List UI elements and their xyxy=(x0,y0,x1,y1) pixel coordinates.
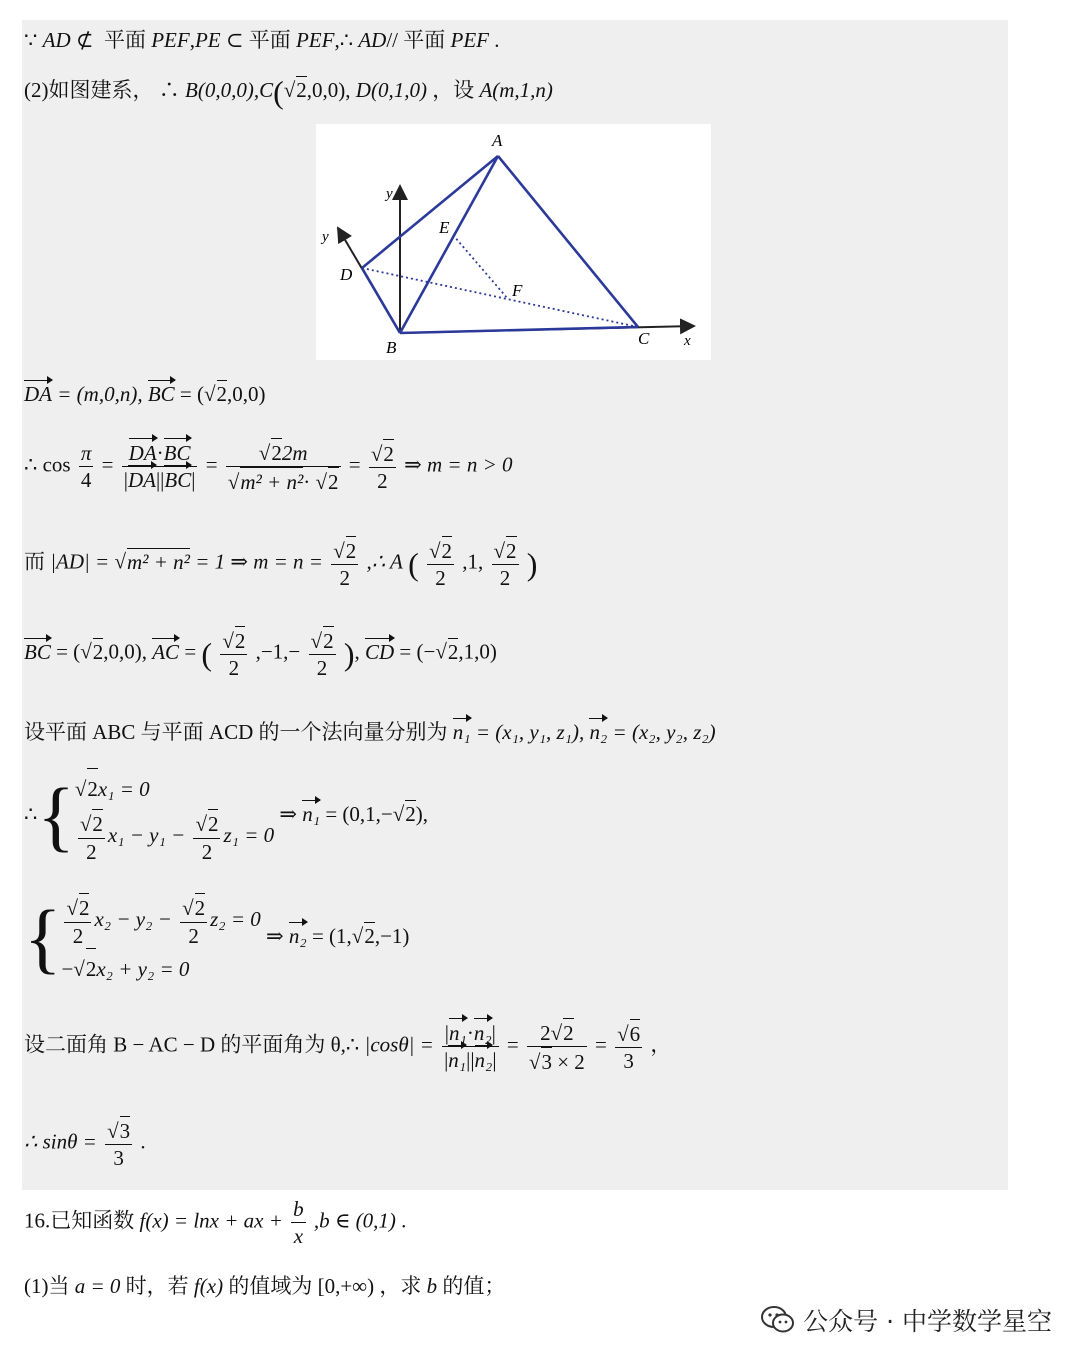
label-x: x xyxy=(684,333,691,349)
label-A: A xyxy=(492,131,503,150)
line-1: ∵ AD ⊄ 平面 PEF,PE ⊂ 平面 PEF,∴ AD// 平面 PEF . xyxy=(24,28,500,52)
eq-dihedral-angle: 设二面角 B − AC − D 的平面角为 θ,∴ |cosθ| = $\frac{\text{|n₁·n₂|}}{\text{|n₁||n₂|}}$ = $\frac{2√2}{√3 \times 2}$ = $\frac{√6}{3}$ ， xyxy=(24,1018,671,1076)
system-2: { $\frac{√2}{2}$ x₂ − y₂ − $\frac{√2}{2}$ z₂ = 0 −√2x₂ + y₂ = 0 ⇒ n₂ = (1,√2,−1) xyxy=(24,890,409,986)
figure-svg xyxy=(316,124,711,360)
watermark xyxy=(761,1302,1052,1338)
coordinate-figure xyxy=(316,124,711,360)
question-16: 16.已知函数 f(x) = lnx + ax + $\frac{b}{x}$ ,b ∈ (0,1) . xyxy=(24,1197,407,1249)
edge-BC xyxy=(400,327,638,333)
line-2: (2)如图建系， ∴ B(0,0,0),C(√2,0,0), D(0,1,0) ，设 A(m,1,n) xyxy=(24,74,553,111)
edge-BA xyxy=(400,156,498,333)
wechat-icon xyxy=(761,1306,795,1334)
label-B: B xyxy=(386,338,397,357)
eq-sin-theta: ∴ sinθ = $\frac{√3}{3}$ . xyxy=(24,1116,146,1172)
edge-DA xyxy=(362,156,498,268)
eq-DA-BC: DA = (m,0,n), BC = (√2,0,0) xyxy=(24,382,266,406)
eq-normal-vectors: 设平面 ABC 与平面 ACD 的一个法向量分别为 n₁ = (x₁, y₁, z₁), n₂ = (x₂, y₂, z₂) xyxy=(24,720,716,744)
eq-AD-length: 而 |AD| = √m² + n² = 1 ⇒ m = n = $\frac{√2}{2}$ ,∴ A ( $\frac{√2}{2}$ ,1, $\frac{√2}{2}$ ) xyxy=(24,536,537,592)
eq-cos-pi4: ∴ cos $\frac{\pi}{4}$ = $\frac{DA\cdot BC}{|DA||BC|}$ = $\frac{√22m}{\text{√m² + n²· √2}}$ = $\frac{√2}{2}$ ⇒ m = n > 0 xyxy=(24,438,513,496)
label-D: D xyxy=(340,265,353,284)
label-C: C xyxy=(638,329,650,348)
eq-vectors: BC = (√2,0,0), AC = ( $\frac{√2}{2}$ ,−1,− $\frac{√2}{2}$ ), CD = (−√2,1,0) xyxy=(24,626,497,682)
label-y-axis: y xyxy=(322,229,329,245)
question-16-part-1: (1)当 a = 0 时，若 f(x) 的值域为 [0,+∞) ，求 b 的值； xyxy=(24,1274,506,1298)
system-1: ∴{ √2x₁ = 0 $\frac{√2}{2}$ x₁ − y₁ − $\frac{√2}{2}$ z₁ = 0 ⇒ n₁ = (0,1,−√2), xyxy=(24,768,428,864)
label-F: F xyxy=(512,281,523,300)
watermark-label: 公众号 · 中学数学星空 xyxy=(803,1307,1052,1336)
label-E: E xyxy=(439,218,450,237)
edge-DB xyxy=(362,268,400,333)
label-y-vertical: y xyxy=(386,186,393,202)
